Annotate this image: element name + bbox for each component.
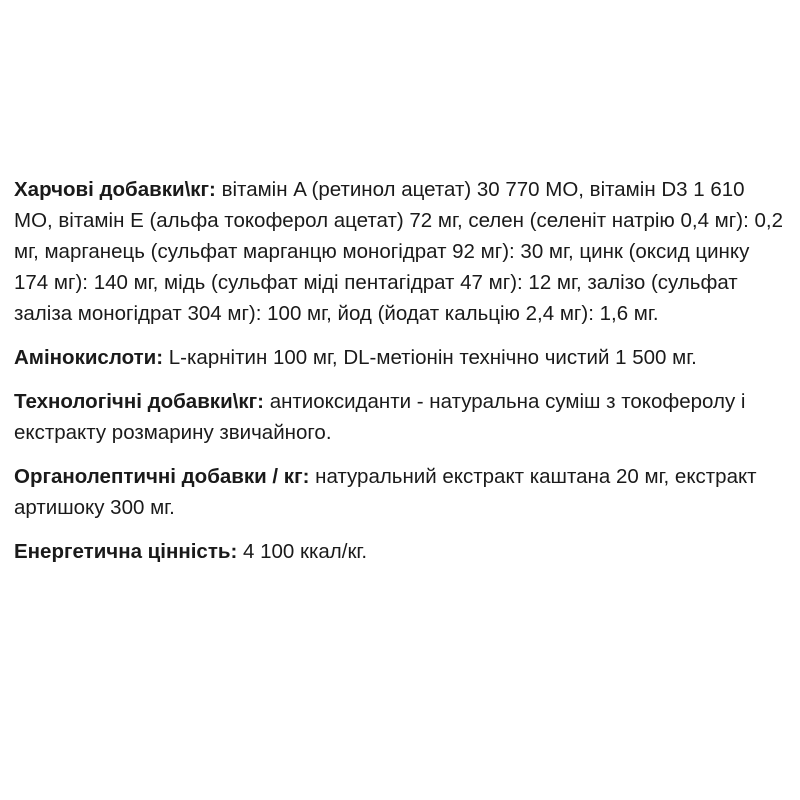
energy-value-paragraph — [14, 536, 786, 567]
technological-additives-label: Технологічні добавки\кг: — [14, 390, 264, 413]
feed-additives-label: Харчові добавки\кг: — [14, 178, 216, 201]
organoleptic-additives-label: Органолептичні добавки / кг: — [14, 465, 310, 488]
technological-additives-paragraph — [14, 386, 786, 448]
amino-acids-label: Амінокислоти: — [14, 346, 164, 369]
amino-acids-text: L-карнітин 100 мг, DL-метіонін технічно чистий 1 500 мг. — [163, 346, 697, 369]
feed-additives-paragraph — [14, 174, 786, 329]
organoleptic-additives-paragraph — [14, 461, 786, 523]
composition-text — [14, 174, 786, 580]
energy-value-label: Енергетична цінність: — [14, 540, 238, 563]
feed-additives-text: вітамін A (ретинол ацетат) 30 770 МО, вітамін D3 1 610 МО, вітамін Е (альфа токоферол ацетат) 72 мг, селен (селеніт натрію 0,4 мг): 0,2 мг, марганець (сульфат марганцю моногідрат 92 мг): 30 мг, цинк (оксид цинку 174 мг): 140 мг, мідь (сульфат міді пентагідрат 47 мг): 12 мг, залізо (сульфат заліза моногідрат 304 мг): 100 мг, йод (йодат кальцію 2,4 мг): 1,6 мг. — [14, 178, 783, 325]
technological-additives-text: антиоксиданти - натуральна суміш з токоферолу і екстракту розмарину звичайного. — [14, 390, 746, 444]
organoleptic-additives-text: натуральний екстракт каштана 20 мг, екстракт артишоку 300 мг. — [14, 465, 757, 519]
amino-acids-paragraph — [14, 342, 786, 373]
energy-value-text: 4 100 ккал/кг. — [237, 540, 368, 563]
